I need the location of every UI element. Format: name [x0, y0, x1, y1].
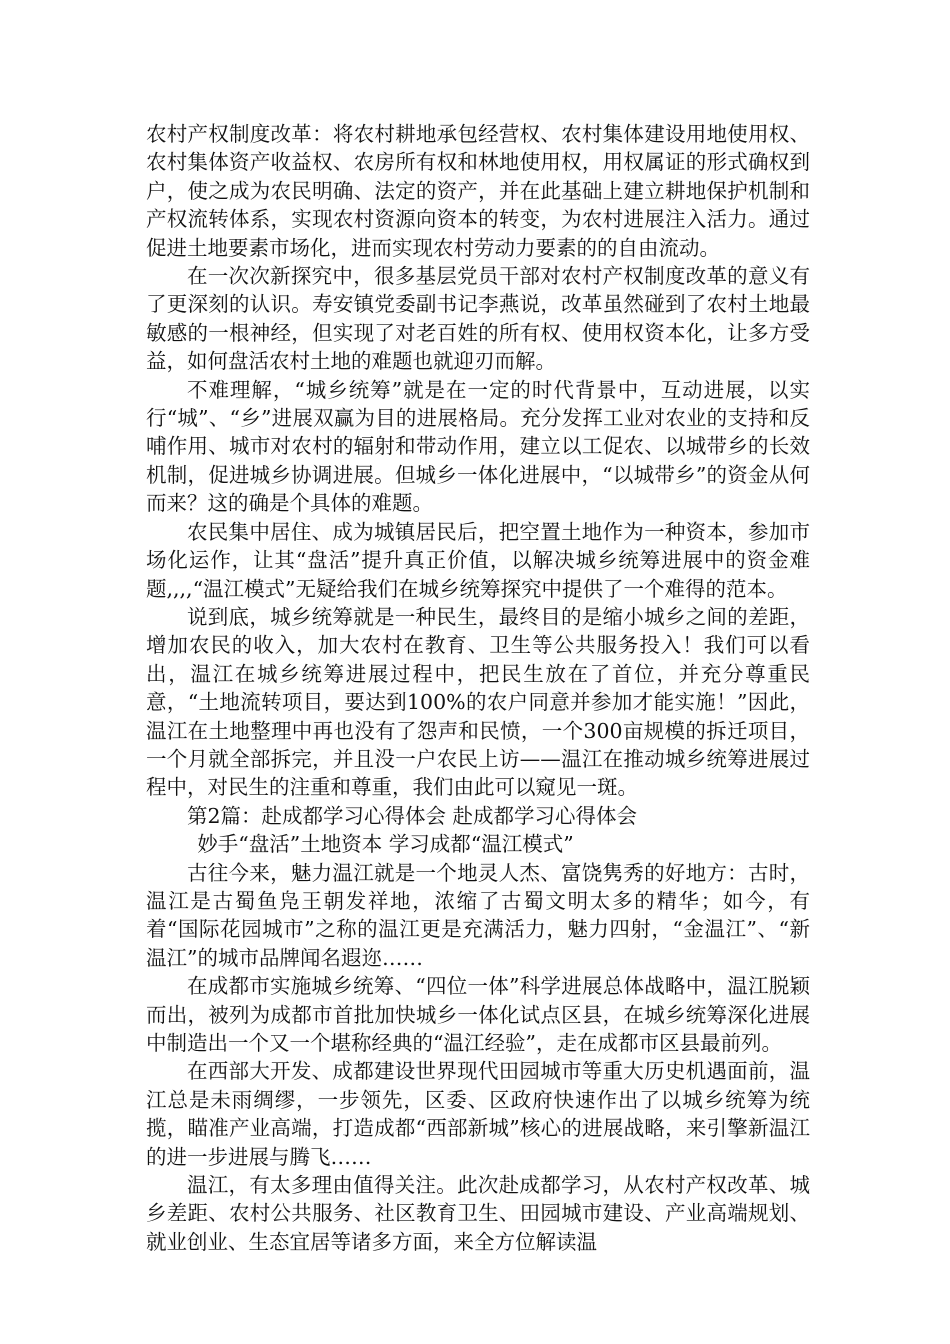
document-page: [146, 120, 810, 1256]
paragraph: 温江，有太多理由值得关注。此次赴成都学习，从农村产权改革、城乡差距、农村公共服务、社区教育卫生、田园城市建设、产业高端规划、就业创业、生态宜居等诸多方面，来全方位解读温: [146, 1173, 810, 1254]
paragraph: 不难理解，“城乡统筹”就是在一定的时代背景中，互动进展，以实行“城”、“乡”进展双赢为目的进展格局。充分发挥工业对农业的支持和反哺作用、城市对农村的辐射和带动作用，建立以工促农、以城带乡的长效机制，促进城乡协调进展。但城乡一体化进展中，“以城带乡”的资金从何而来？这的确是个具体的难题。: [146, 377, 810, 516]
paragraph: 古往今来，魅力温江就是一个地灵人杰、富饶隽秀的好地方：古时，温江是古蜀鱼凫王朝发祥地，浓缩了古蜀文明太多的精华；如今，有着“国际花园城市”之称的温江更是充满活力，魅力四射，“金温江”、“新温江”的城市品牌闻名遐迩……: [146, 860, 810, 970]
paragraph: 农村产权制度改革：将农村耕地承包经营权、农村集体建设用地使用权、农村集体资产收益权、农房所有权和林地使用权，用权属证的形式确权到户，使之成为农民明确、法定的资产，并在此基础上建立耕地保护机制和产权流转体系，实现农村资源向资本的转变，为农村进展注入活力。通过促进土地要素市场化，进而实现农村劳动力要素的的自由流动。: [146, 122, 810, 260]
paragraph: 说到底，城乡统筹就是一种民生，最终目的是缩小城乡之间的差距，增加农民的收入，加大农村在教育、卫生等公共服务投入！我们可以看出，温江在城乡统筹进展过程中，把民生放在了首位，并充分尊重民意，“土地流转项目，要达到100%的农户同意并参加才能实施！”因此，温江在土地整理中再也没有了怨声和民愤，一个300亩规模的拆迁项目，一个月就全部拆完，并且没一户农民上访——温江在推动城乡统筹进展过程中，对民生的注重和尊重，我们由此可以窥见一斑。: [146, 604, 810, 800]
paragraph: 在一次次新探究中，很多基层党员干部对农村产权制度改革的意义有了更深刻的认识。寿安镇党委副书记李燕说，改革虽然碰到了农村土地最敏感的一根神经，但实现了对老百姓的所有权、使用权资本化，让多方受益，如何盘活农村土地的难题也就迎刃而解。: [146, 264, 810, 374]
paragraph: 在成都市实施城乡统筹、“四位一体”科学进展总体战略中，温江脱颖而出，被列为成都市首批加快城乡一体化试点区县，在城乡统筹深化进展中制造出一个又一个堪称经典的“温江经验”，走在成都市区县最前列。: [146, 974, 810, 1055]
paragraph: 在西部大开发、成都建设世界现代田园城市等重大历史机遇面前，温江总是未雨绸缪，一步领先，区委、区政府快速作出了以城乡统筹为统揽，瞄准产业高端，打造成都“西部新城”核心的进展战略，来引擎新温江的进一步进展与腾飞……: [146, 1059, 810, 1169]
paragraph: 农民集中居住、成为城镇居民后，把空置土地作为一种资本，参加市场化运作，让其“盘活”提升真正价值，以解决城乡统筹进展中的资金难题,,,,“温江模式”无疑给我们在城乡统筹探究中提供了一个难得的范本。: [146, 519, 810, 601]
section-title: 第2篇：赴成都学习心得体会 赴成都学习心得体会: [187, 803, 638, 828]
section-subtitle: 妙手“盘活”土地资本 学习成都“温江模式”: [197, 832, 574, 857]
